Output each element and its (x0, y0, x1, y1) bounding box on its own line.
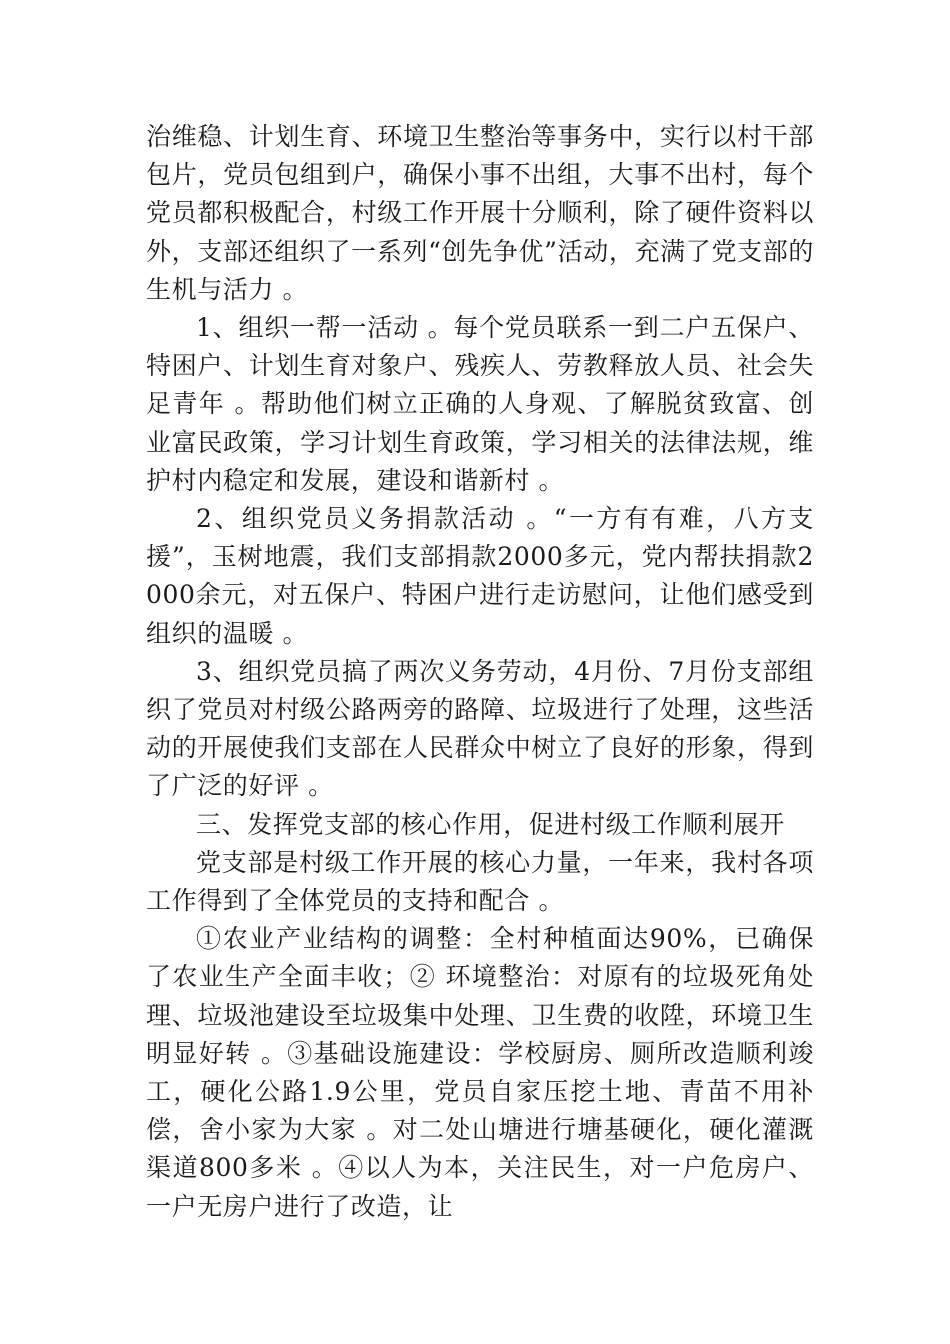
section-heading-three: 三、发挥党支部的核心作用，促进村级工作顺利展开 (196, 809, 785, 839)
paragraph-item-1-one-on-one-help: 1、组织一帮一活动 。每个党员联系一到二户五保户、特困户、计划生育对象户、残疾人、劳教释放人员、社会失足青年 。帮助他们树立正确的人身观、了解脱贫致富、创业富民政策，学习计划生育政策，学习相关的法律法规，维护村内稳定和发展，建设和谐新村 。 (146, 313, 814, 495)
document-body (146, 118, 814, 1226)
paragraph-item-2-donation: 2、组织党员义务捐款活动 。“一方有有难，八方支援”，玉树地震，我们支部捐款2000多元，党内帮扶捐款2000余元，对五保户、特困户进行走访慰问，让他们感受到组织的温暖 。 (146, 504, 814, 648)
paragraph-intro-continuation: 治维稳、计划生育、环境卫生整治等事务中，实行以村干部包片，党员包组到户，确保小事不出组，大事不出村，每个党员都积极配合，村级工作开展十分顺利，除了硬件资料以外，支部还组织了一系列“创先争优”活动，充满了党支部的生机与活力 。 (146, 122, 814, 304)
paragraph-core-role: 党支部是村级工作开展的核心力量，一年来，我村各项工作得到了全体党员的支持和配合 。 (146, 847, 814, 916)
paragraph-item-3-volunteer-labor: 3、组织党员搞了两次义务劳动，4月份、7月份支部组织了党员对村级公路两旁的路障、垃圾进行了处理，这些活动的开展使我们支部在人民群众中树立了良好的形象，得到了广泛的好评 。 (146, 656, 814, 801)
paragraph-achievements-list: ①农业产业结构的调整：全村种植面达90%，已确保了农业生产全面丰收；② 环境整治：对原有的垃圾死角处理、垃圾池建设至垃圾集中处理、卫生费的收陞，环境卫生明显好转 。③基础设施建设：学校厨房、厕所改造顺利竣工，硬化公路1.9公里，党员自家压挖土地、青苗不用补偿，舍小家为大家 。对二处山塘进行塘基硬化，硬化灌溉渠道800多米 。④以人为本，关注民生，对一户危房户、一户无房户进行了改造，让 (146, 924, 814, 1221)
